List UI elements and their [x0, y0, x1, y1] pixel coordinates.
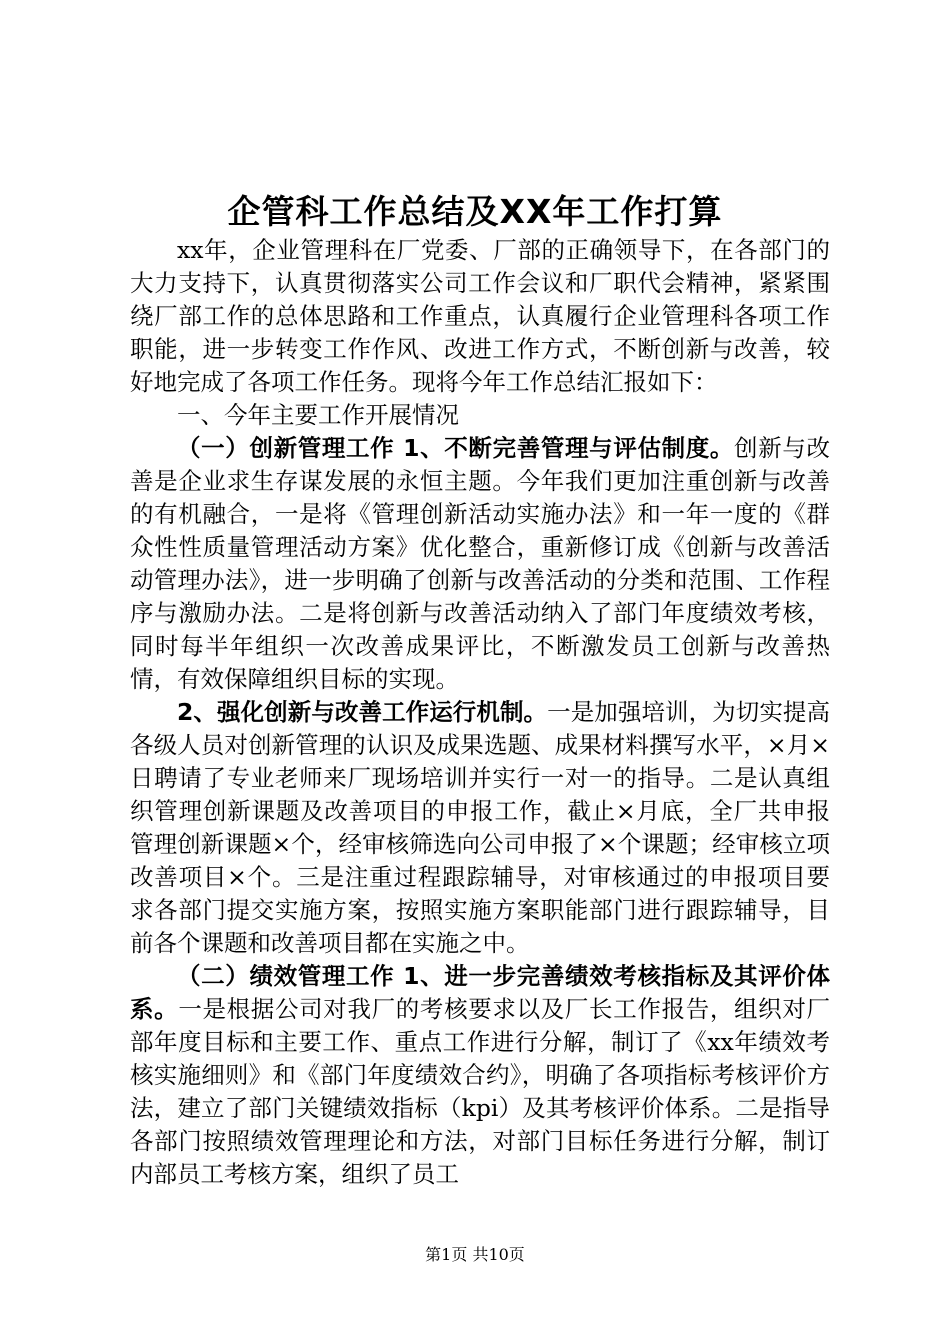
document-body	[130, 234, 830, 1191]
paragraph-lead: （二）绩效管理工作 1、进一步完善绩效考核指标及其评价体系。	[130, 962, 830, 1023]
paragraph-innovation	[130, 432, 830, 696]
paragraph-text: 一是加强培训，为切实提高各级人员对创新管理的认识及成果选题、成果材料撰写水平，×月×日聘请了专业老师来厂现场培训并实行一对一的指导。二是认真组织管理创新课题及改善项目的申报工作，截止×月底，全厂共申报管理创新课题×个，经审核筛选向公司申报了×个课题；经审核立项改善项目×个。三是注重过程跟踪辅导，对审核通过的申报项目要求各部门提交实施方案，按照实施方案职能部门进行跟踪辅导，目前各个课题和改善项目都在实施之中。	[130, 698, 830, 957]
paragraph-lead: 2、强化创新与改善工作运行机制。	[177, 698, 548, 726]
intro-paragraph: xx年，企业管理科在厂党委、厂部的正确领导下，在各部门的大力支持下，认真贯彻落实公司工作会议和厂职代会精神，紧紧围绕厂部工作的总体思路和工作重点，认真履行企业管理科各项工作职能，进一步转变工作作风、改进工作方式，不断创新与改善，较好地完成了各项工作任务。现将今年工作总结汇报如下：	[130, 236, 830, 396]
paragraph-lead: （一）创新管理工作 1、不断完善管理与评估制度。	[177, 434, 735, 462]
section-heading: 一、今年主要工作开展情况	[177, 401, 459, 429]
paragraph-text: 创新与改善是企业求生存谋发展的永恒主题。今年我们更加注重创新与改善的有机融合，一是将《管理创新活动实施办法》和一年一度的《群众性性质量管理活动方案》优化整合，重新修订成《创新与改善活动管理办法》，进一步明确了创新与改善活动的分类和范围、工作程序与激励办法。二是将创新与改善活动纳入了部门年度绩效考核，同时每半年组织一次改善成果评比，不断激发员工创新与改善热情，有效保障组织目标的实现。	[130, 434, 830, 693]
paragraph-performance	[130, 960, 830, 1191]
document-title: 企管科工作总结及XX年工作打算	[227, 192, 723, 231]
paragraph-text: 一是根据公司对我厂的考核要求以及厂长工作报告，组织对厂部年度目标和主要工作、重点工作进行分解，制订了《xx年绩效考核实施细则》和《部门年度绩效合约》，明确了各项指标考核评价方法，建立了部门关键绩效指标（kpi）及其考核评价体系。二是指导各部门按照绩效管理理论和方法，对部门目标任务进行分解，制订内部员工考核方案，组织了员工	[130, 995, 831, 1188]
paragraph-mechanism	[130, 696, 830, 960]
page-footer: 第1页 共10页	[425, 1245, 525, 1264]
